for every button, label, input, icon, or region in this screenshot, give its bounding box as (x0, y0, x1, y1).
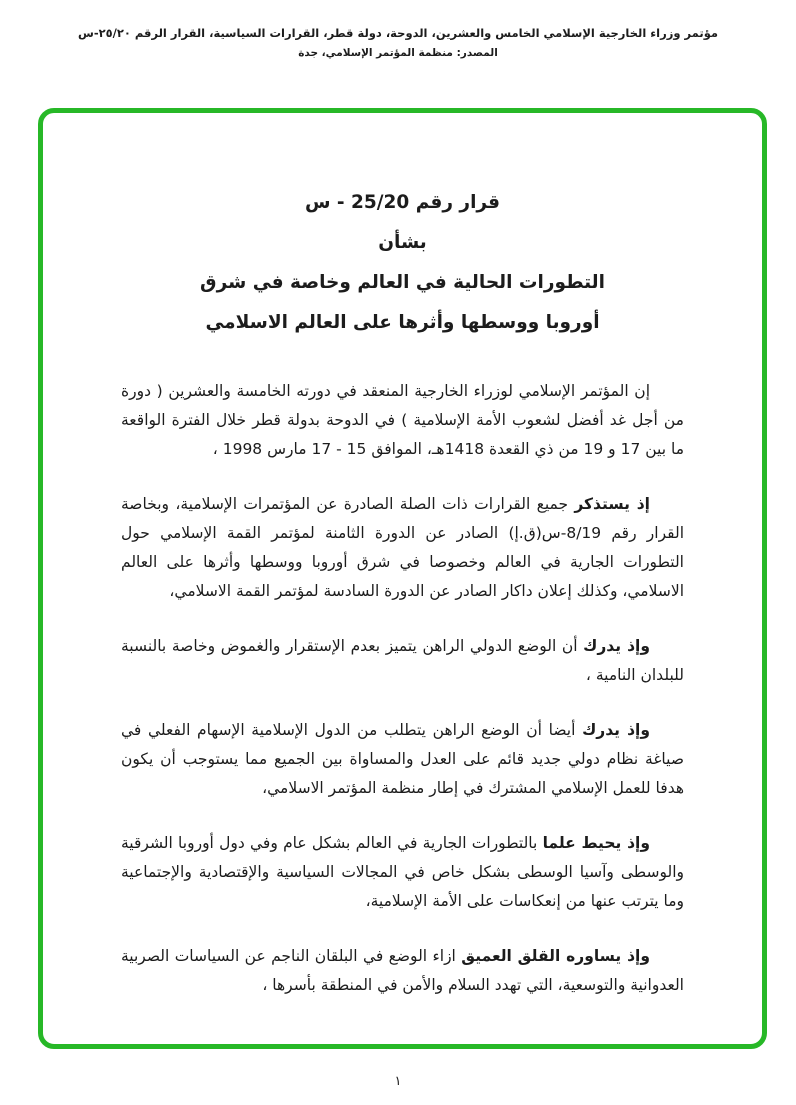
header-source: المصدر: منظمة المؤتمر الإسلامي، جدة (298, 47, 498, 59)
page-number: ١ (394, 1074, 402, 1089)
paragraph-lead: وإذ يساوره القلق العميق (461, 947, 650, 965)
paragraph-lead: وإذ يدرك (582, 721, 650, 739)
paragraph-aware (121, 632, 684, 690)
paragraph-lead: وإذ يحيط علما (542, 834, 650, 852)
page-content (43, 113, 762, 1000)
paragraph-taking-note (121, 829, 684, 916)
page-border-frame (38, 108, 767, 1049)
paragraph-lead: وإذ يدرك (583, 637, 650, 655)
paragraph-recalling (121, 490, 684, 606)
resolution-subject-line1: التطورات الحالية في العالم وخاصة في شرق (200, 272, 605, 293)
paragraph-text: جميع القرارات ذات الصلة الصادرة عن المؤتمرات الإسلامية، وبخاصة القرار رقم 8/19-س(ق.إ) الصادر عن الدورة الثامنة لمؤتمر القمة الإسلامي حول التطورات الجارية في العالم وخصوصا في شرق أوروبا ووسطها وأثرها على العالم الاسلامي، وكذلك إعلان داكار الصادر عن الدورة السادسة لمؤتمر القمة الاسلامي، (121, 495, 684, 600)
paragraph-aware-also (121, 716, 684, 803)
paragraph-text: أن الوضع الدولي الراهن يتميز بعدم الإستقرار والغموض وخاصة بالنسبة للبلدان النامية ، (121, 637, 684, 684)
header-citation: مؤتمر وزراء الخارجية الإسلامي الخامس والعشرين، الدوحة، دولة قطر، القرارات السياسية، القرار الرقم ٢٥/٢٠-س (77, 26, 719, 40)
resolution-subject-line2: أوروبا ووسطها وأثرها على العالم الاسلامي (205, 312, 600, 333)
resolution-number: قرار رقم 25/20 - س (304, 192, 501, 213)
paragraph-deep-concern (121, 942, 684, 1000)
paragraph-preamble (121, 377, 684, 464)
document-header (30, 26, 766, 59)
resolution-subject-label: بشأن (378, 232, 427, 253)
paragraph-text: ازاء الوضع في البلقان الناجم عن السياسات الصربية العدوانية والتوسعية، التي تهدد السلام والأمن في المنطقة بأسرها ، (121, 947, 684, 994)
paragraph-text: إن المؤتمر الإسلامي لوزراء الخارجية المنعقد في دورته الخامسة والعشرين ( دورة من أجل غد أفضل لشعوب الأمة الإسلامية ) في الدوحة بدولة قطر خلال الفترة الواقعة ما بين 17 و 19 من ذي القعدة 1418هـ، الموافق 15 - 17 مارس 1998 ، (121, 382, 684, 458)
paragraph-lead: إذ يستذكر (574, 495, 650, 513)
paragraph-text: بالتطورات الجارية في العالم بشكل عام وفي دول أوروبا الشرقية والوسطى وآسيا الوسطى بشكل خاص في المجالات السياسية والإقتصادية والإجتماعية وما يترتب عنها من إنعكاسات على الأمة الإسلامية، (121, 834, 684, 910)
resolution-title-block (121, 183, 684, 343)
paragraph-text: أيضا أن الوضع الراهن يتطلب من الدول الإسلامية الإسهام الفعلي في صياغة نظام دولي جديد قائم على العدل والمساواة بين الجميع مما يستوجب أن يكون هدفا للعمل الإسلامي المشترك في إطار منظمة المؤتمر الاسلامي، (121, 721, 684, 797)
